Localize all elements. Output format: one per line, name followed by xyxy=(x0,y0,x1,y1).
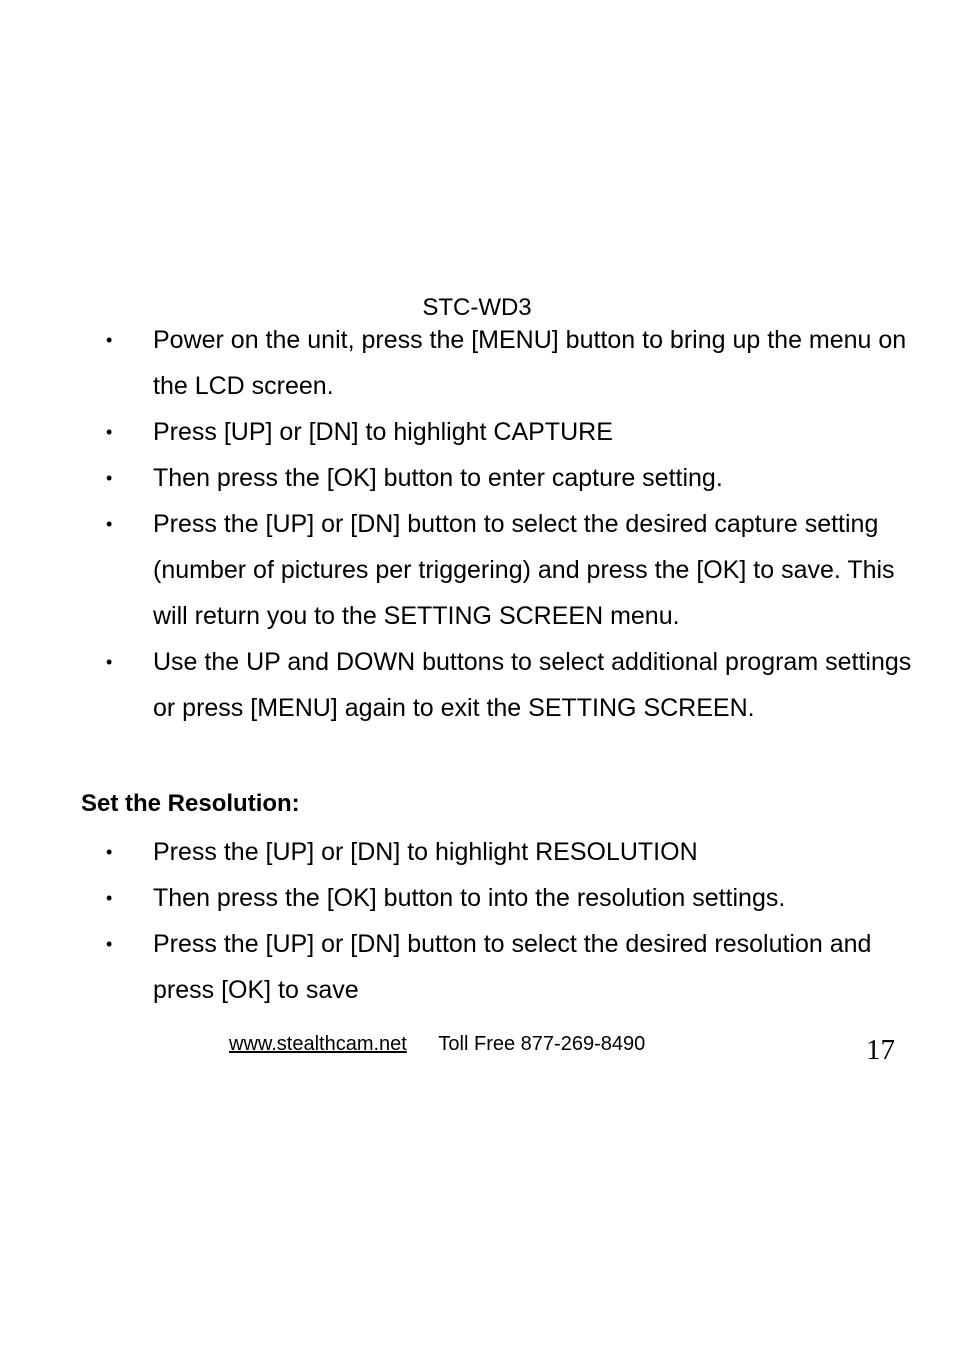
bullet-icon: • xyxy=(106,842,113,862)
website-link[interactable]: www.stealthcam.net xyxy=(229,1033,407,1055)
section-heading-resolution: Set the Resolution: xyxy=(81,790,300,817)
list-item-text: Use the UP and DOWN buttons to select additional program settings or press [MENU] again to exit the SETTING SCREEN. xyxy=(153,648,912,722)
list-item xyxy=(0,409,954,455)
list-item-text: Then press the [OK] button to enter capture setting. xyxy=(153,464,723,492)
bullet-icon: • xyxy=(106,514,113,534)
list-item-text: Press the [UP] or [DN] button to select the desired resolution and press [OK] to save xyxy=(153,930,872,1004)
list-item xyxy=(0,921,954,1013)
list-item xyxy=(0,455,954,501)
bullet-icon: • xyxy=(106,422,113,442)
bullet-icon: • xyxy=(106,652,113,672)
resolution-steps-list xyxy=(0,829,954,1013)
list-item-text: Press the [UP] or [DN] button to select the desired capture setting (number of pictures per triggering) and press the [OK] to save. This will return you to the SETTING SCREEN menu. xyxy=(153,510,895,630)
list-item xyxy=(0,875,954,921)
bullet-icon: • xyxy=(106,330,113,350)
toll-free-phone: Toll Free 877-269-8490 xyxy=(438,1033,646,1055)
list-item-text: Power on the unit, press the [MENU] button to bring up the menu on the LCD screen. xyxy=(153,326,907,400)
list-item xyxy=(0,829,954,875)
list-item xyxy=(0,317,954,409)
page-number: 17 xyxy=(866,1034,895,1066)
bullet-icon: • xyxy=(106,468,113,488)
bullet-icon: • xyxy=(106,888,113,908)
list-item xyxy=(0,639,954,731)
page-footer xyxy=(229,1031,645,1057)
list-item-text: Then press the [OK] button to into the resolution settings. xyxy=(153,884,786,912)
list-item-text: Press the [UP] or [DN] to highlight RESOLUTION xyxy=(153,838,698,866)
list-item xyxy=(0,501,954,639)
capture-steps-list xyxy=(0,317,954,731)
list-item-text: Press [UP] or [DN] to highlight CAPTURE xyxy=(153,418,613,446)
document-header-title: STC-WD3 xyxy=(422,294,532,321)
bullet-icon: • xyxy=(106,934,113,954)
